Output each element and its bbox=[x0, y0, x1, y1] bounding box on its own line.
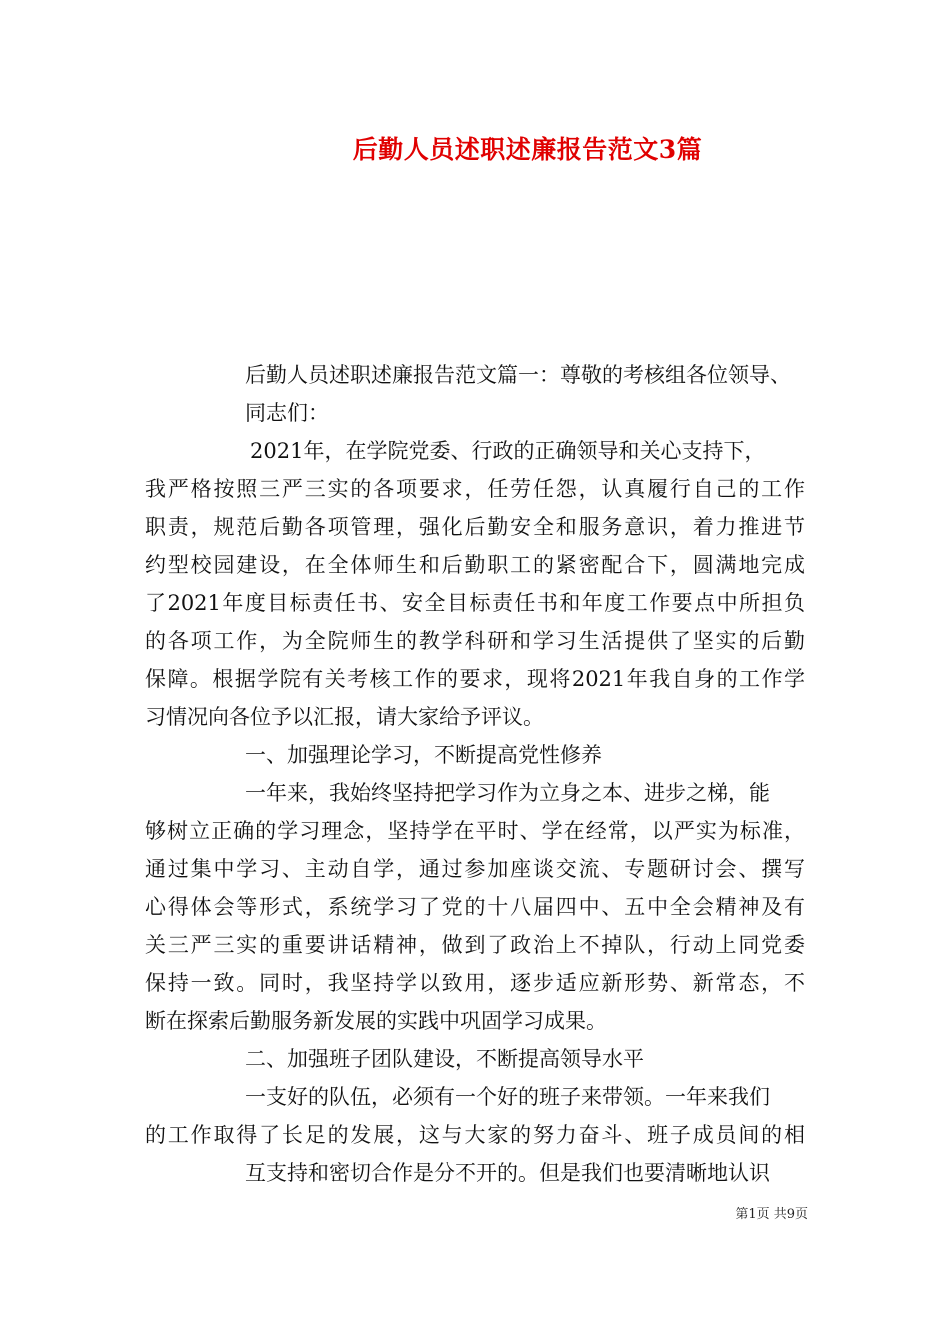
body-line: 的工作取得了长足的发展，这与大家的努力奋斗、班子成员间的相 bbox=[145, 1123, 805, 1147]
body-line: 我严格按照三严三实的各项要求，任劳任怨，认真履行自己的工作 bbox=[145, 477, 805, 501]
body-line: 断在探索后勤服务新发展的实践中巩固学习成果。 bbox=[145, 1009, 607, 1033]
body-line: 后勤人员述职述廉报告范文篇一：尊敬的考核组各位领导、 bbox=[245, 363, 791, 387]
document-title: 后勤人员述职述廉报告范文3篇 bbox=[352, 135, 703, 164]
body-line: 保障。根据学院有关考核工作的要求，现将2021年我自身的工作学 bbox=[145, 667, 805, 691]
section-heading: 一、加强理论学习，不断提高党性修养 bbox=[245, 743, 602, 767]
body-line: 互支持和密切合作是分不开的。但是我们也要清晰地认识 bbox=[245, 1161, 770, 1185]
body-line: 心得体会等形式，系统学习了党的十八届四中、五中全会精神及有 bbox=[145, 895, 805, 919]
body-line: 的各项工作，为全院师生的教学科研和学习生活提供了坚实的后勤 bbox=[145, 629, 805, 653]
section-heading: 二、加强班子团队建设，不断提高领导水平 bbox=[245, 1047, 644, 1071]
body-line: 同志们： bbox=[245, 401, 329, 425]
body-line: 习情况向各位予以汇报，请大家给予评议。 bbox=[145, 705, 544, 729]
body-line: 约型校园建设，在全体师生和后勤职工的紧密配合下，圆满地完成 bbox=[145, 553, 805, 577]
body-line: 了2021年度目标责任书、安全目标责任书和年度工作要点中所担负 bbox=[145, 591, 805, 615]
page-number-footer: 第1页 共9页 bbox=[735, 1207, 808, 1222]
body-line: 保持一致。同时，我坚持学以致用，逐步适应新形势、新常态，不 bbox=[145, 971, 805, 995]
body-line: 一年来，我始终坚持把学习作为立身之本、进步之梯，能 bbox=[245, 781, 770, 805]
body-line: 够树立正确的学习理念，坚持学在平时、学在经常，以严实为标准， bbox=[145, 819, 805, 843]
body-line: 一支好的队伍，必须有一个好的班子来带领。一年来我们 bbox=[245, 1085, 770, 1109]
body-line: 2021年，在学院党委、行政的正确领导和关心支持下， bbox=[250, 439, 766, 463]
body-line: 关三严三实的重要讲话精神，做到了政治上不掉队，行动上同党委 bbox=[145, 933, 805, 957]
body-line: 通过集中学习、主动自学，通过参加座谈交流、专题研讨会、撰写 bbox=[145, 857, 805, 881]
body-line: 职责，规范后勤各项管理，强化后勤安全和服务意识，着力推进节 bbox=[145, 515, 805, 539]
